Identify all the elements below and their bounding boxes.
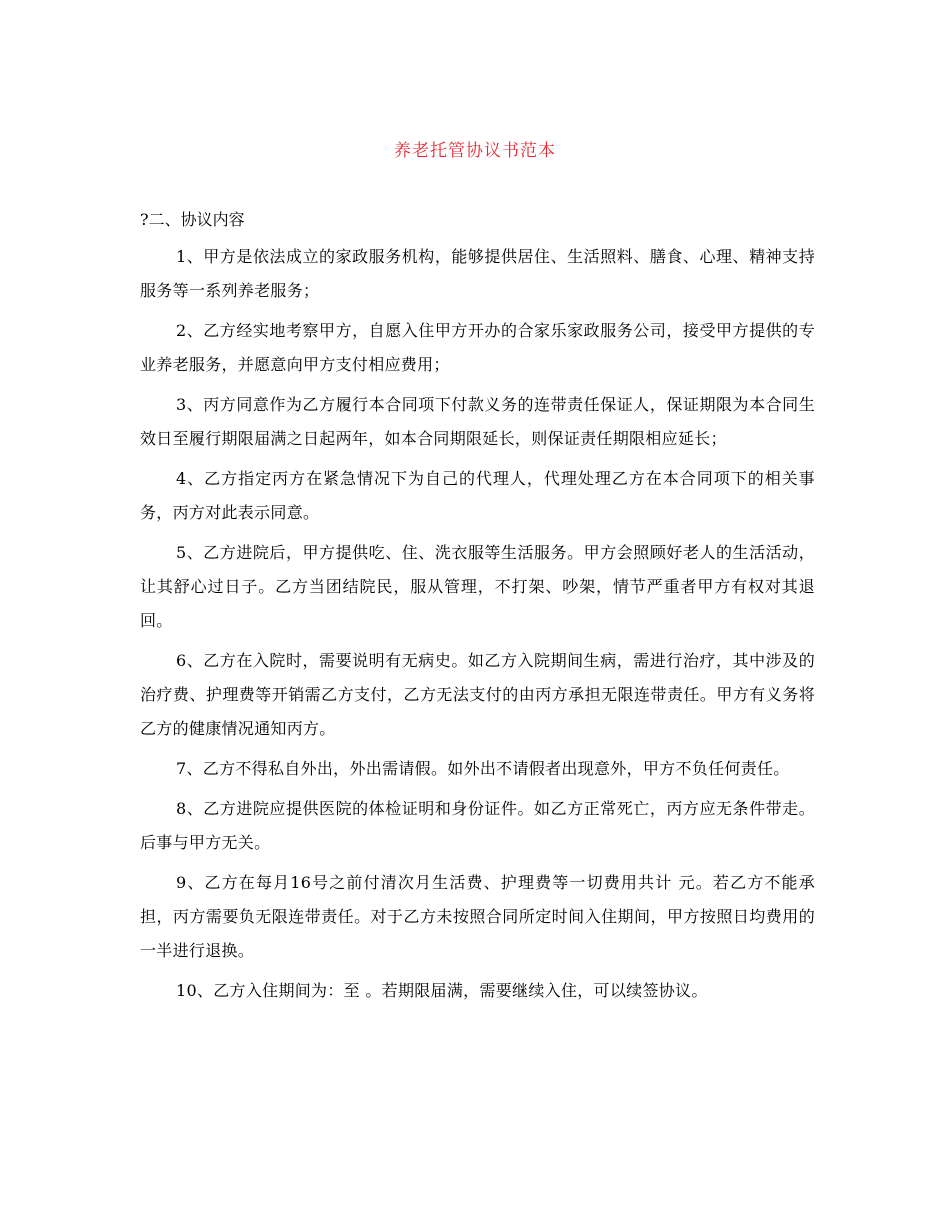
clause-4: 4、乙方指定丙方在紧急情况下为自己的代理人，代理处理乙方在本合同项下的相关事务，丙方对此表示同意。 <box>140 469 815 522</box>
clause-1: 1、甲方是依法成立的家政服务机构，能够提供居住、生活照料、膳食、心理、精神支持服务等一系列养老服务； <box>140 247 815 300</box>
document-title: 养老托管协议书范本 <box>394 141 556 161</box>
document-body <box>140 240 815 1014</box>
clause-5: 5、乙方进院后，甲方提供吃、住、洗衣服等生活服务。甲方会照顾好老人的生活活动，让其舒心过日子。乙方当团结院民，服从管理，不打架、吵架，情节严重者甲方有权对其退回。 <box>140 543 815 630</box>
clause-8: 8、乙方进院应提供医院的体检证明和身份证件。如乙方正常死亡，丙方应无条件带走。后事与甲方无关。 <box>140 799 815 852</box>
clause-2: 2、乙方经实地考察甲方，自愿入住甲方开办的合家乐家政服务公司，接受甲方提供的专业养老服务，并愿意向甲方支付相应费用； <box>140 321 815 374</box>
clause-3: 3、丙方同意作为乙方履行本合同项下付款义务的连带责任保证人，保证期限为本合同生效日至履行期限届满之日起两年，如本合同期限延长，则保证责任期限相应延长； <box>140 395 815 448</box>
section-heading: ?二、协议内容 <box>140 210 245 229</box>
clause-6: 6、乙方在入院时，需要说明有无病史。如乙方入院期间生病，需进行治疗，其中涉及的治疗费、护理费等开销需乙方支付，乙方无法支付的由丙方承担无限连带责任。甲方有义务将乙方的健康情况通知丙方。 <box>140 651 815 738</box>
clause-9: 9、乙方在每月16号之前付清次月生活费、护理费等一切费用共计 元。若乙方不能承担，丙方需要负无限连带责任。对于乙方未按照合同所定时间入住期间，甲方按照日均费用的一半进行退换。 <box>140 873 815 960</box>
clause-10: 10、乙方入住期间为：至 。若期限届满，需要继续入住，可以续签协议。 <box>176 981 708 1000</box>
clause-7: 7、乙方不得私自外出，外出需请假。如外出不请假者出现意外，甲方不负任何责任。 <box>176 759 790 778</box>
